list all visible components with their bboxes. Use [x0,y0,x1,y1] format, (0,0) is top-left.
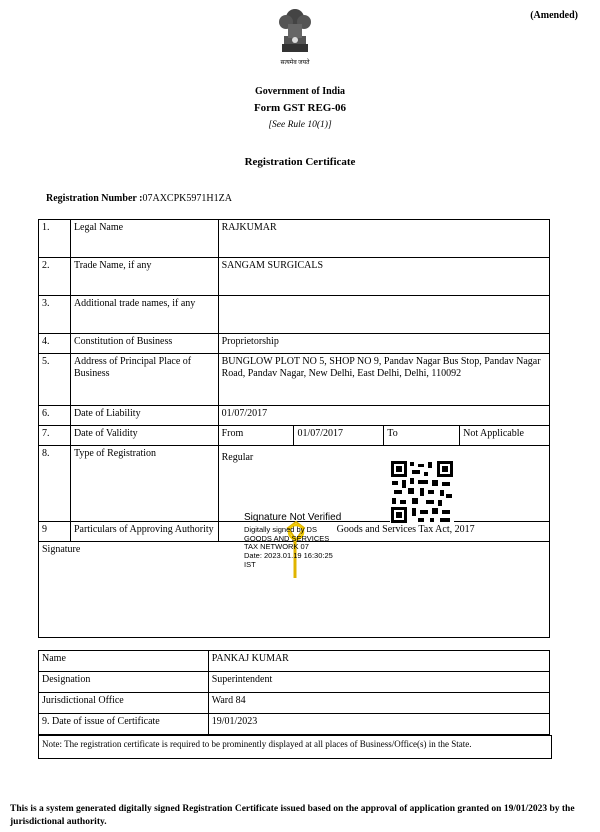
table-row [39,714,550,735]
emblem-icon [264,0,326,60]
signature-label: Signature [39,542,550,638]
row-number: 2. [39,258,71,296]
table-row [39,672,550,693]
amended-label: (Amended) [530,10,578,21]
digital-signature-block [244,512,384,569]
officer-value: Superintendent [208,672,549,693]
row-value: 01/07/2017 [218,406,549,426]
row-value [218,296,549,334]
row-number: 7. [39,426,71,446]
registration-number-label: Registration Number : [46,193,143,204]
row-value: Regular [218,446,549,522]
table-row [39,354,550,406]
registration-number-value: 07AXCPK5971H1ZA [142,193,232,204]
display-note: Note: The registration certificate is required to be prominently displayed at all places of Business/Office(s) in the State. [38,735,552,759]
officer-value: PANKAJ KUMAR [208,651,549,672]
row-label: Additional trade names, if any [70,296,218,334]
table-row [39,406,550,426]
signature-org-line2: TAX NETWORK 07 [244,542,309,552]
table-row [39,426,550,446]
row-label: Trade Name, if any [70,258,218,296]
registration-number [46,193,232,204]
footer-statement: This is a system generated digitally signed Registration Certificate issued based on the approval of application granted on 19/01/2023 by the jurisdictional authority. [10,804,575,828]
officer-details-table [38,650,550,735]
signature-status: Signature Not Verified [244,512,342,523]
officer-label: Jurisdictional Office [39,693,209,714]
row-label: Address of Principal Place of Business [70,354,218,406]
validity-from-label: From [218,426,294,446]
row-value: RAJKUMAR [218,220,549,258]
row-label: Particulars of Approving Authority [70,522,218,542]
table-row [39,651,550,672]
table-row [39,334,550,354]
row-number: 8. [39,446,71,522]
row-number: 9 [39,522,71,542]
government-heading: Government of India [255,86,345,97]
table-row [39,446,550,522]
row-value: Goods and Services Tax Act, 2017 [218,522,549,542]
validity-to-label: To [384,426,460,446]
table-row [39,220,550,258]
row-label: Date of Validity [70,426,218,446]
row-number: 5. [39,354,71,406]
rule-reference: [See Rule 10(1)] [268,120,332,130]
row-label: Constitution of Business [70,334,218,354]
officer-label: 9. Date of issue of Certificate [39,714,209,735]
officer-value: 19/01/2023 [208,714,549,735]
row-value: Proprietorship [218,334,549,354]
table-row [39,296,550,334]
signature-org-line1: GOODS AND SERVICES [244,533,330,543]
qr-code-icon [390,460,454,524]
officer-label: Designation [39,672,209,693]
row-value: BUNGLOW PLOT NO 5, SHOP NO 9, Pandav Nagar Bus Stop, Pandav Nagar Road, Pandav Nagar, New Delhi, East Delhi, Delhi, 110092 [218,354,549,406]
row-label: Type of Registration [70,446,218,522]
national-emblem-logo [264,0,326,68]
row-label: Date of Liability [70,406,218,426]
row-number: 3. [39,296,71,334]
row-number: 6. [39,406,71,426]
certificate-title: Registration Certificate [244,156,356,168]
table-row [39,693,550,714]
row-label: Legal Name [70,220,218,258]
row-number: 4. [39,334,71,354]
emblem-motto: सत्यमेव जयते [280,60,310,66]
validity-to-value: Not Applicable [460,426,550,446]
table-row [39,258,550,296]
validity-from-value: 01/07/2017 [294,426,384,446]
signature-signed-by: Digitally signed by DS [244,525,317,534]
officer-value: Ward 84 [208,693,549,714]
officer-label: Name [39,651,209,672]
row-value: SANGAM SURGICALS [218,258,549,296]
signature-date: Date: 2023.01.19 16:30:25 [244,550,333,560]
row-number: 1. [39,220,71,258]
form-heading: Form GST REG-06 [253,102,347,114]
signature-timezone: IST [244,559,256,569]
